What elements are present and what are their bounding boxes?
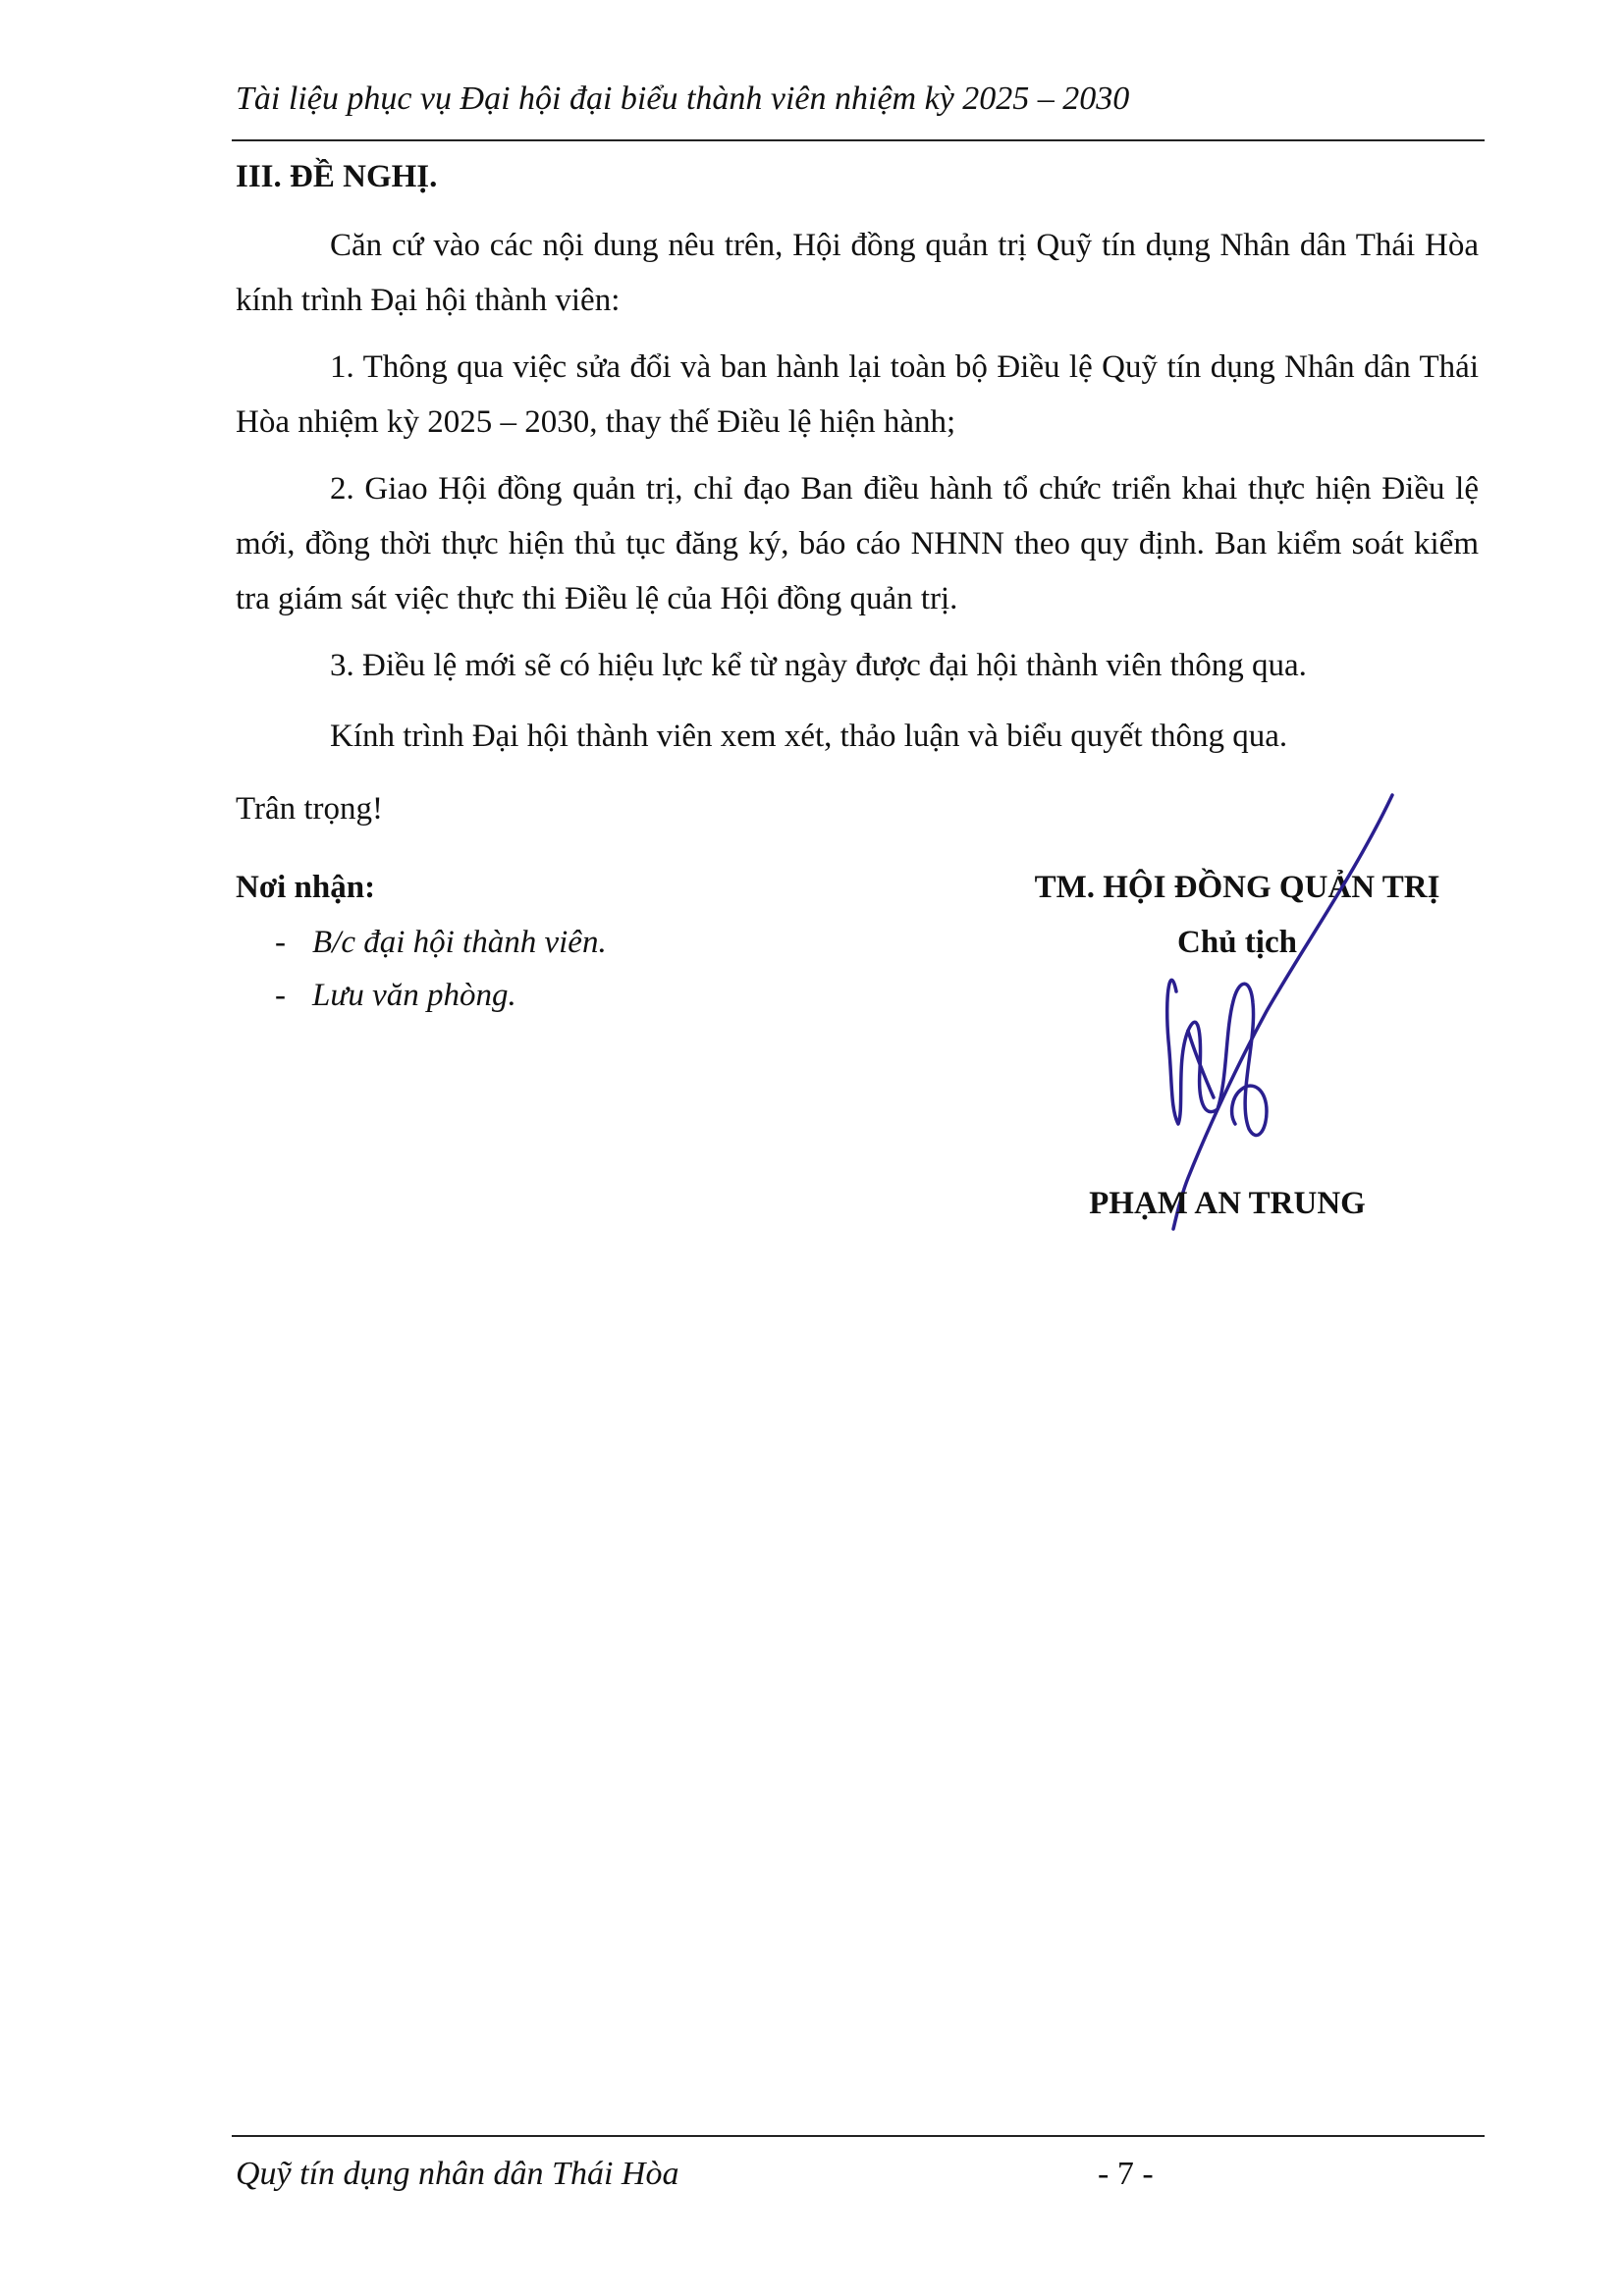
footer-organization: Quỹ tín dụng nhân dân Thái Hòa [236, 2156, 679, 2192]
signer-position: Chủ tịch [1177, 925, 1297, 960]
list-dash: - [275, 925, 286, 960]
recipient-label: Lưu văn phòng. [312, 978, 516, 1013]
recipient-item [275, 978, 516, 1014]
item-3-paragraph: 3. Điều lệ mới sẽ có hiệu lực kể từ ngày được đại hội thành viên thông qua. [330, 648, 1307, 683]
signer-organization: TM. HỘI ĐỒNG QUẢN TRỊ [1034, 870, 1440, 905]
recipient-label: B/c đại hội thành viên. [312, 925, 607, 960]
request-paragraph: Kính trình Đại hội thành viên xem xét, thảo luận và biểu quyết thông qua. [330, 719, 1288, 754]
list-dash: - [275, 978, 286, 1013]
header-title: Tài liệu phục vụ Đại hội đại biểu thành viên nhiệm kỳ 2025 – 2030 [236, 80, 1130, 117]
closing-text: Trân trọng! [236, 791, 384, 827]
header-divider [232, 139, 1485, 141]
recipients-title: Nơi nhận: [236, 870, 376, 905]
item-2-paragraph: 2. Giao Hội đồng quản trị, chỉ đạo Ban điều hành tổ chức triển khai thực hiện Điều lệ mới, đồng thời thực hiện thủ tục đăng ký, báo cáo NHNN theo quy định. Ban kiểm soát kiểm tra giám sát việc thực thi Điều lệ của Hội đồng quản trị. [236, 471, 1479, 616]
page-number: - 7 - [1098, 2156, 1154, 2192]
signer-name: PHẠM AN TRUNG [1089, 1186, 1366, 1221]
recipient-item [275, 925, 607, 961]
footer-divider [232, 2135, 1485, 2137]
intro-paragraph: Căn cứ vào các nội dung nêu trên, Hội đồng quản trị Quỹ tín dụng Nhân dân Thái Hòa kính trình Đại hội thành viên: [236, 228, 1479, 318]
item-1-paragraph: 1. Thông qua việc sửa đổi và ban hành lại toàn bộ Điều lệ Quỹ tín dụng Nhân dân Thái Hòa nhiệm kỳ 2025 – 2030, thay thế Điều lệ hiện hành; [236, 349, 1479, 440]
section-title: III. ĐỀ NGHỊ. [236, 159, 438, 194]
